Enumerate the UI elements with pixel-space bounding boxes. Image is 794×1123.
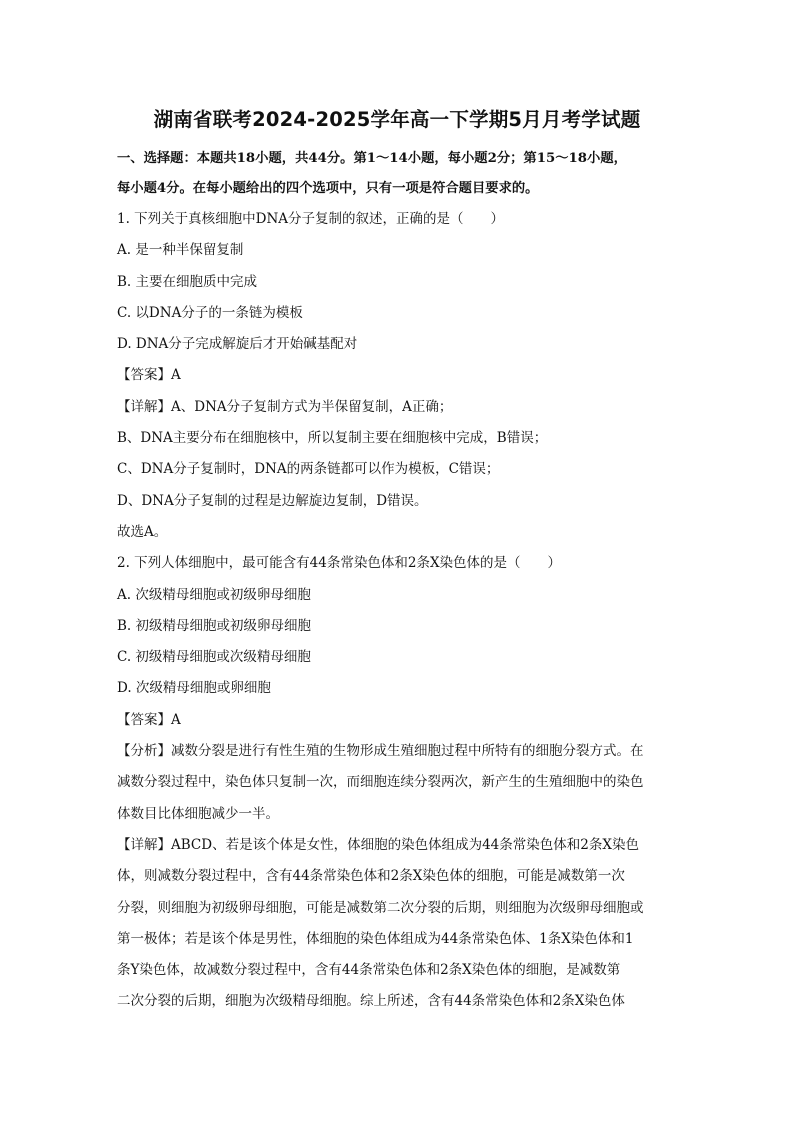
detail-line: B、DNA主要分布在细胞核中，所以复制主要在细胞核中完成，B错误； xyxy=(117,430,548,447)
detail-line: 分裂，则细胞为初级卵母细胞，可能是减数第二次分裂的后期，则细胞为次级卵母细胞或 xyxy=(117,899,644,916)
detail-line: 【详解】ABCD、若是该个体是女性，体细胞的染色体组成为44条常染色体和2条X染色 xyxy=(117,836,639,853)
detail-line: 第一极体；若是该个体是男性，体细胞的染色体组成为44条常染色体、1条X染色体和1 xyxy=(117,930,634,947)
answer-label: 【答案】A xyxy=(117,367,181,384)
detail-line: 体，则减数分裂过程中，含有44条常染色体和2条X染色体的细胞，可能是减数第一次 xyxy=(117,868,625,885)
option-d: D. DNA分子完成解旋后才开始碱基配对 xyxy=(117,336,358,353)
question-stem: 2. 下列人体细胞中，最可能含有44条常染色体和2条X染色体的是（ ） xyxy=(117,555,562,572)
section-instructions xyxy=(117,144,690,204)
analysis-line: 【分析】减数分裂是进行有性生殖的生物形成生殖细胞过程中所特有的细胞分裂方式。在 xyxy=(117,743,644,760)
option-b: B. 主要在细胞质中完成 xyxy=(117,273,258,290)
option-c: C. 以DNA分子的一条链为模板 xyxy=(117,304,303,321)
analysis-line: 减数分裂过程中，染色体只复制一次，而细胞连续分裂两次，新产生的生殖细胞中的染色 xyxy=(117,774,644,791)
analysis-line: 体数目比体细胞减少一半。 xyxy=(117,805,279,822)
detail-line: 故选A。 xyxy=(117,523,168,540)
detail-line: C、DNA分子复制时，DNA的两条链都可以作为模板，C错误； xyxy=(117,461,500,478)
option-c: C. 初级精母细胞或次级精母细胞 xyxy=(117,649,311,666)
question-stem: 1. 下列关于真核细胞中DNA分子复制的叙述，正确的是（ ） xyxy=(117,211,505,227)
instruction-line: 一、选择题：本题共18小题，共44分。第1～14小题，每小题2分；第15～18小题， xyxy=(117,151,627,166)
detail-line: 【详解】A、DNA分子复制方式为半保留复制，A正确； xyxy=(117,398,453,415)
question-2 xyxy=(117,548,690,1017)
detail-line: 二次分裂的后期，细胞为次级精母细胞。综上所述，含有44条常染色体和2条X染色体 xyxy=(117,993,625,1010)
option-d: D. 次级精母细胞或卵细胞 xyxy=(117,680,271,697)
option-a: A. 次级精母细胞或初级卵母细胞 xyxy=(117,586,311,603)
option-b: B. 初级精母细胞或初级卵母细胞 xyxy=(117,617,312,634)
detail-line: 条Y染色体，故减数分裂过程中，含有44条常染色体和2条X染色体的细胞，是减数第 xyxy=(117,962,621,979)
question-1 xyxy=(117,204,690,548)
option-a: A. 是一种半保留复制 xyxy=(117,242,244,259)
detail-line: D、DNA分子复制的过程是边解旋边复制，D错误。 xyxy=(117,492,428,509)
answer-label: 【答案】A xyxy=(117,711,181,728)
page-title: 湖南省联考2024-2025学年高一下学期5月月考学试题 xyxy=(153,108,641,131)
instruction-line: 每小题4分。在每小题给出的四个选项中，只有一项是符合题目要求的。 xyxy=(117,181,539,196)
